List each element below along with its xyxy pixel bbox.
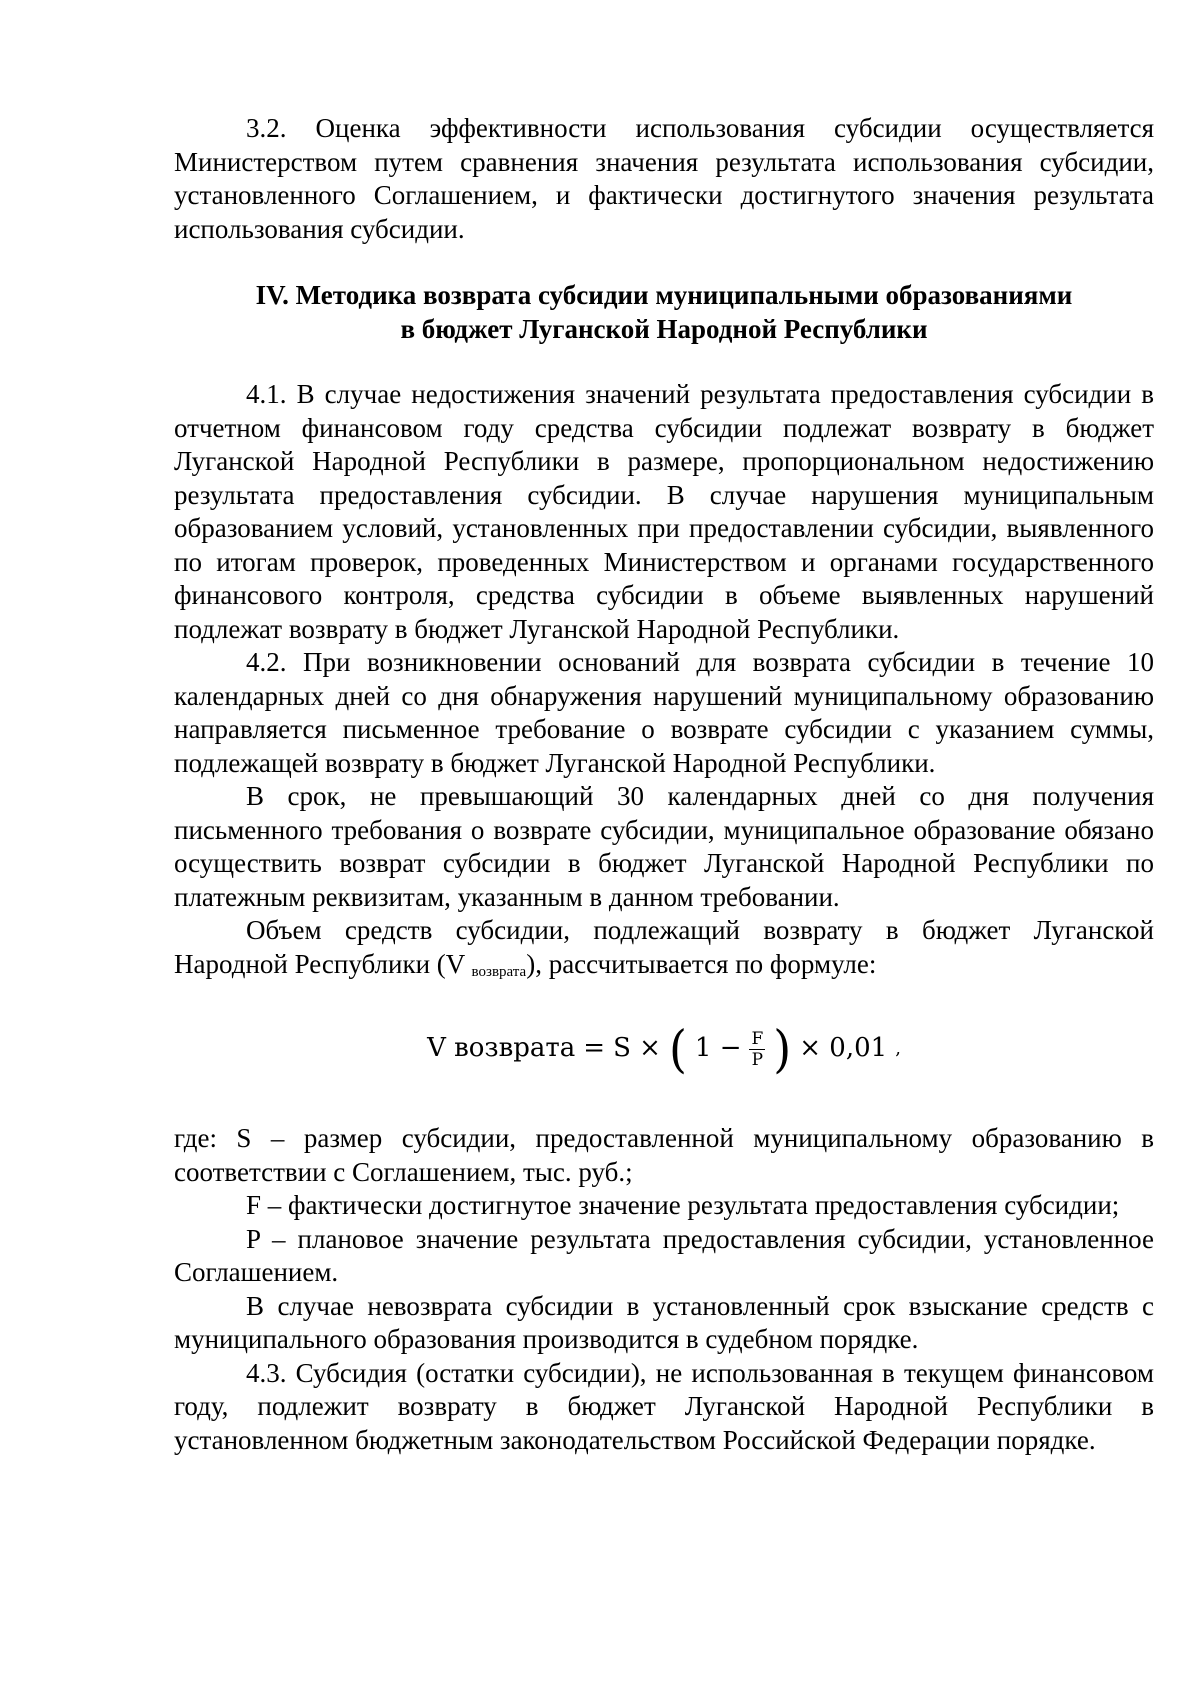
formula-equals: = <box>583 1033 606 1064</box>
paragraph-3-2: 3.2. Оценка эффективности использования субсидии осуществляется Министерством путем сравнения значения результата использования субсидии, установленного Соглашением, и фактически достигнутого значения результата использования субсидии. <box>174 113 1154 244</box>
formula-numerator: F <box>751 1028 764 1049</box>
formula-lhs: V возврата <box>427 1033 576 1064</box>
formula-s-times: S × <box>613 1033 661 1064</box>
formula-denominator: P <box>751 1049 764 1070</box>
paragraph-volume-subscript: возврата <box>471 963 527 980</box>
paragraph-court: В случае невозврата субсидии в установленный срок взыскание средств с муниципального образования производится в судебном порядке. <box>174 1290 1154 1354</box>
formula-one-minus: 1 − <box>694 1033 742 1064</box>
paragraph-4-2: 4.2. При возникновении оснований для возврата субсидии в течение 10 календарных дней со дня обнаружения нарушений муниципальному образованию направляется письменное требование о возврате субсидии с указанием суммы, подлежащей возврату в бюджет Луганской Народной Республики. <box>174 647 1154 778</box>
document-body <box>174 112 1154 1457</box>
paragraph-volume <box>174 914 1154 981</box>
definition-f: F – фактически достигнутое значение результата предоставления субсидии; <box>246 1190 1120 1220</box>
formula-right-paren: ) <box>773 1019 792 1079</box>
paragraph-deadline: В срок, не превышающий 30 календарных дней со дня получения письменного требования о возврате субсидии, муниципальное образование обязано осуществить возврат субсидии в бюджет Луганской Народной Республики по платежным реквизитам, указанным в данном требовании. <box>174 781 1154 912</box>
section-heading-line-1: IV. Методика возврата субсидии муниципальными образованиями <box>255 280 1073 310</box>
section-heading-line-2: в бюджет Луганской Народной Республики <box>400 313 928 344</box>
formula-left-paren: ( <box>668 1019 687 1079</box>
paragraph-4-1: 4.1. В случае недостижения значений результата предоставления субсидии в отчетном финансовом году средства субсидии подлежат возврату в бюджет Луганской Народной Республики в размере, пропорциональном недостижению результата предоставления субсидии. В случае нарушения муниципальным образованием условий, установленных при предоставлении субсидии, выявленного по итогам проверок, проведенных Министерством и органами государственного финансового контроля, средства субсидии в объеме выявленных нарушений подлежат возврату в бюджет Луганской Народной Республики. <box>174 379 1154 644</box>
formula-trailing-comma: , <box>895 1038 901 1060</box>
formula-times-coeff: × 0,01 <box>799 1033 888 1064</box>
formula-expression <box>427 1019 901 1079</box>
formula-fraction <box>749 1029 765 1070</box>
paragraph-volume-text: Объем средств субсидии, подлежащий возврату в бюджет Луганской Народной Республики (V <box>174 915 1154 979</box>
section-heading-iv <box>174 279 1154 346</box>
return-formula <box>174 1014 1154 1084</box>
definition-s: где: S – размер субсидии, предоставленной муниципальному образованию в соответствии с Соглашением, тыс. руб.; <box>174 1123 1154 1187</box>
paragraph-4-3: 4.3. Субсидия (остатки субсидии), не использованная в текущем финансовом году, подлежит возврату в бюджет Луганской Народной Республики в установленном бюджетным законодательством Российской Федерации порядке. <box>174 1357 1154 1455</box>
definition-p: P – плановое значение результата предоставления субсидии, установленное Соглашением. <box>174 1223 1154 1287</box>
paragraph-volume-tail: ), рассчитывается по формуле: <box>526 948 877 979</box>
